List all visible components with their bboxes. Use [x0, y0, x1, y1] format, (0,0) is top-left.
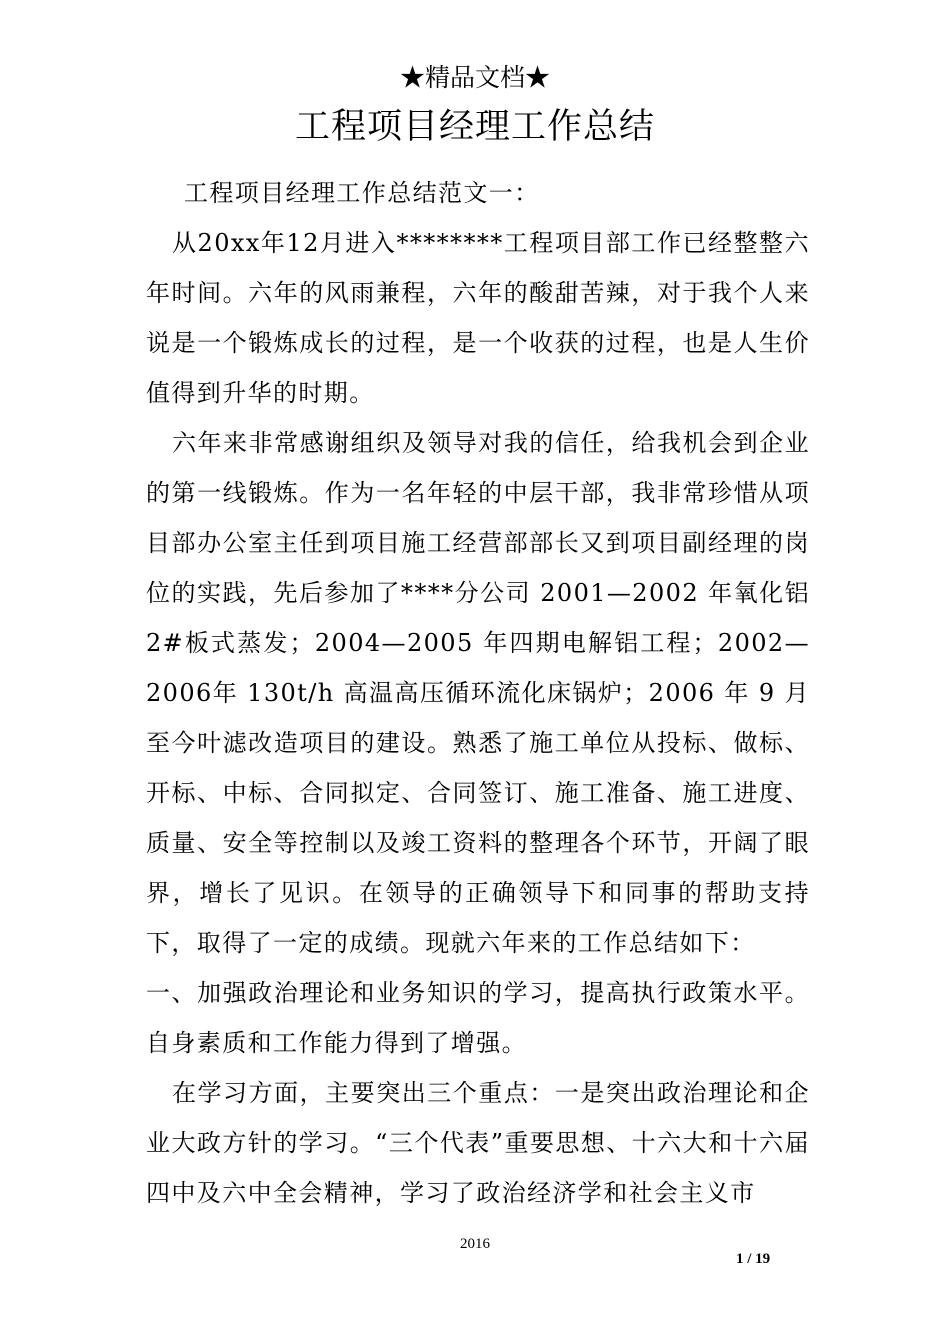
paragraph: 从20xx年12月进入********工程项目部工作已经整整六年时间。六年的风雨兼程，六年的酸甜苦辣，对于我个人来说是一个锻炼成长的过程，是一个收获的过程，也是人生价值得到升华的时期。	[146, 229, 810, 407]
document-body	[146, 168, 810, 1218]
page-number: 1 / 19	[736, 1251, 771, 1267]
paragraph: 在学习方面，主要突出三个重点：一是突出政治理论和企业大政方针的学习。“三个代表”重要思想、十六大和十六届四中及六中全会精神，学习了政治经济学和社会主义市	[146, 1079, 810, 1207]
footer-year: 2016	[460, 1236, 490, 1252]
header-mark: ★精品文档★	[399, 63, 550, 92]
document-title: 工程项目经理工作总结	[294, 107, 655, 147]
section-heading: 一、加强政治理论和业务知识的学习，提高执行政策水平。自身素质和工作能力得到了增强。	[146, 979, 810, 1057]
paragraph: 六年来非常感谢组织及领导对我的信任，给我机会到企业的第一线锻炼。作为一名年轻的中层干部，我非常珍惜从项目部办公室主任到项目施工经营部部长又到项目副经理的岗位的实践，先后参加了****分公司 2001—2002 年氧化铝2#板式蒸发；2004—2005 年四期电解铝工程；2002—2006年 130t/h 高温高压循环流化床锅炉；2006 年 9 月至今叶滤改造项目的建设。熟悉了施工单位从投标、做标、开标、中标、合同拟定、合同签订、施工准备、施工进度、质量、安全等控制以及竣工资料的整理各个环节，开阔了眼界，增长了见识。在领导的正确领导下和同事的帮助支持下，取得了一定的成绩。现就六年来的工作总结如下：	[146, 429, 810, 957]
paragraph-subtitle: 工程项目经理工作总结范文一：	[184, 179, 540, 207]
